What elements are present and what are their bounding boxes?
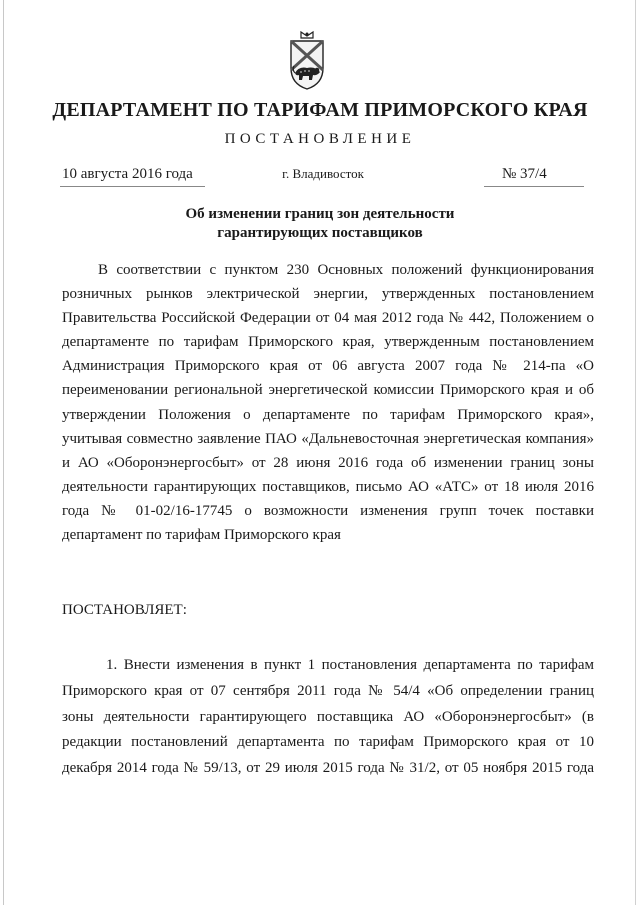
coat-of-arms-emblem: [287, 30, 327, 92]
title-line: Об изменении границ зон деятельности: [185, 206, 455, 222]
document-date: 10 августа 2016 года: [62, 166, 193, 182]
document-city: г. Владивосток: [282, 166, 364, 181]
document-title: [0, 205, 640, 243]
preamble-line: розничных рынков электрической энергии, утвержденных постановлением: [62, 286, 594, 303]
item-line: Приморского края от 07 сентября 2011 года № 54/4 «Об определении границ: [62, 682, 594, 699]
preamble-line: Администрация Приморского края от 06 августа 2007 года № 214-па «О: [62, 358, 594, 375]
resolve-heading: ПОСТАНОВЛЯЕТ:: [62, 602, 187, 618]
item-line: редакции постановлений департамента по тарифам Приморского края от 10: [62, 734, 594, 751]
preamble-line: В соответствии с пунктом 230 Основных положений функционирования: [98, 262, 594, 278]
item-1-paragraph: [62, 653, 594, 782]
preamble-line: деятельности гарантирующих поставщиков, письмо АО «АТС» от 18 июля 2016: [62, 478, 594, 495]
date-underline: [60, 186, 205, 187]
document-number: № 37/4: [502, 166, 547, 182]
number-underline: [484, 186, 584, 187]
preamble-line: департаменте по тарифам Приморского края, утвержденным постановлением: [62, 334, 594, 351]
item-line: декабря 2014 года № 59/13, от 29 июля 2015 года № 31/2, от 05 ноября 2015 года: [62, 760, 594, 777]
preamble-line: утверждении Положения о департаменте по тарифам Приморского края»,: [62, 406, 594, 423]
document-type: ПОСТАНОВЛЕНИЕ: [224, 131, 416, 147]
department-heading: ДЕПАРТАМЕНТ ПО ТАРИФАМ ПРИМОРСКОГО КРАЯ: [52, 99, 588, 121]
preamble-line: года № 01-02/16-17745 о возможности изменения групп точек поставки: [62, 502, 594, 519]
item-line: 1. Внести изменения в пункт 1 постановления департамента по тарифам: [106, 657, 594, 673]
preamble-line: переименовании региональной энергетической комиссии Приморского края и об: [62, 382, 594, 399]
title-line: гарантирующих поставщиков: [217, 225, 423, 241]
item-line: зоны деятельности гарантирующего поставщика АО «Оборонэнергосбыт» (в: [62, 708, 594, 725]
preamble-line: департамент по тарифам Приморского края: [62, 527, 341, 544]
preamble-line: Правительства Российской Федерации от 04 мая 2012 года № 442, Положением о: [62, 310, 594, 327]
preamble-line: учитывая совместно заявление ПАО «Дальневосточная энергетическая компания»: [62, 430, 594, 447]
preamble-line: и АО «Оборонэнергосбыт» от 28 июня 2016 года об изменении границ зоны: [62, 454, 594, 471]
preamble-paragraph: [62, 258, 594, 547]
